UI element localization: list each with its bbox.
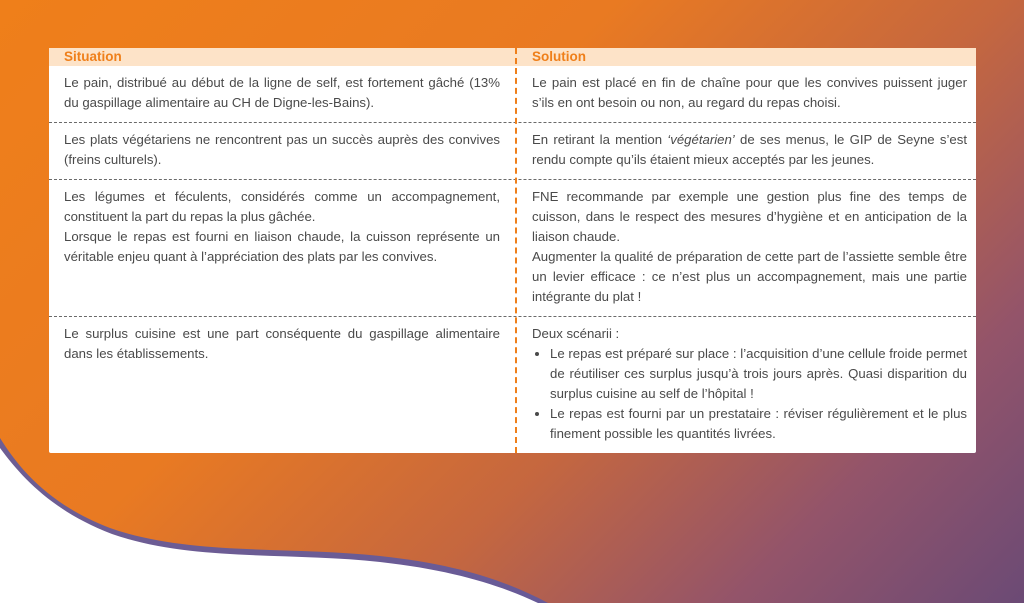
situation-cell xyxy=(49,123,516,179)
solution-text: Augmenter la qualité de préparation de cette part de l’assiette semble être un levier efficace : ce n’est plus un accompagnement, mais une partie intégrante du plat ! xyxy=(532,249,967,304)
solution-text xyxy=(532,130,967,170)
solution-bullet-list xyxy=(532,344,967,444)
solution-cell xyxy=(516,180,976,316)
solution-text: FNE recommande par exemple une gestion plus fine des temps de cuisson, dans le respect des mesures d’hygiène et en anticipation de la liaison chaude. xyxy=(532,189,967,244)
situation-cell xyxy=(49,317,516,453)
table-row xyxy=(49,179,976,316)
list-item: • Le repas est fourni par un prestataire : réviser régulièrement et le plus finement possible les quantités livrées. xyxy=(550,404,967,444)
header-solution: Solution xyxy=(532,49,586,64)
solution-cell xyxy=(516,317,976,453)
table-row xyxy=(49,122,976,179)
table-row xyxy=(49,316,976,453)
column-divider xyxy=(515,48,517,453)
situation-solution-table xyxy=(49,48,976,453)
situation-cell xyxy=(49,66,516,122)
situation-text: Les plats végétariens ne rencontrent pas un succès auprès des convives (freins culturels). xyxy=(64,132,500,167)
solution-text-after: de ses menus, le GIP de Seyne s’est rendu compte qu’ils étaient mieux acceptés par les jeunes. xyxy=(532,132,967,167)
table-row xyxy=(49,66,976,122)
situation-text: Les légumes et féculents, considérés comme un accompagnement, constituent la part du repas la plus gâchée. xyxy=(64,189,500,224)
situation-cell xyxy=(49,180,516,316)
table-header xyxy=(49,48,976,66)
situation-text: Le pain, distribué au début de la ligne de self, est fortement gâché (13% du gaspillage alimentaire au CH de Digne-les-Bains). xyxy=(64,75,500,110)
solution-text-before: En retirant la mention xyxy=(532,132,668,147)
situation-text: Le surplus cuisine est une part conséquente du gaspillage alimentaire dans les établissements. xyxy=(64,326,500,361)
situation-text: Lorsque le repas est fourni en liaison chaude, la cuisson représente un véritable enjeu quant à l’appréciation des plats par les convives. xyxy=(64,229,500,264)
solution-cell xyxy=(516,123,976,179)
list-item: • Le repas est préparé sur place : l’acquisition d’une cellule froide permet de réutiliser ces surplus jusqu’à trois jours après. Quasi disparition du surplus cuisine au self de l’hôpital ! xyxy=(550,344,967,404)
solution-text-emphasis: ‘végétarien’ xyxy=(667,132,735,147)
solution-text: Le pain est placé en fin de chaîne pour que les convives puissent juger s’ils en ont besoin ou non, au regard du repas choisi. xyxy=(532,75,967,110)
solution-cell xyxy=(516,66,976,122)
header-situation: Situation xyxy=(64,49,122,64)
solution-intro: Deux scénarii : xyxy=(532,326,620,341)
